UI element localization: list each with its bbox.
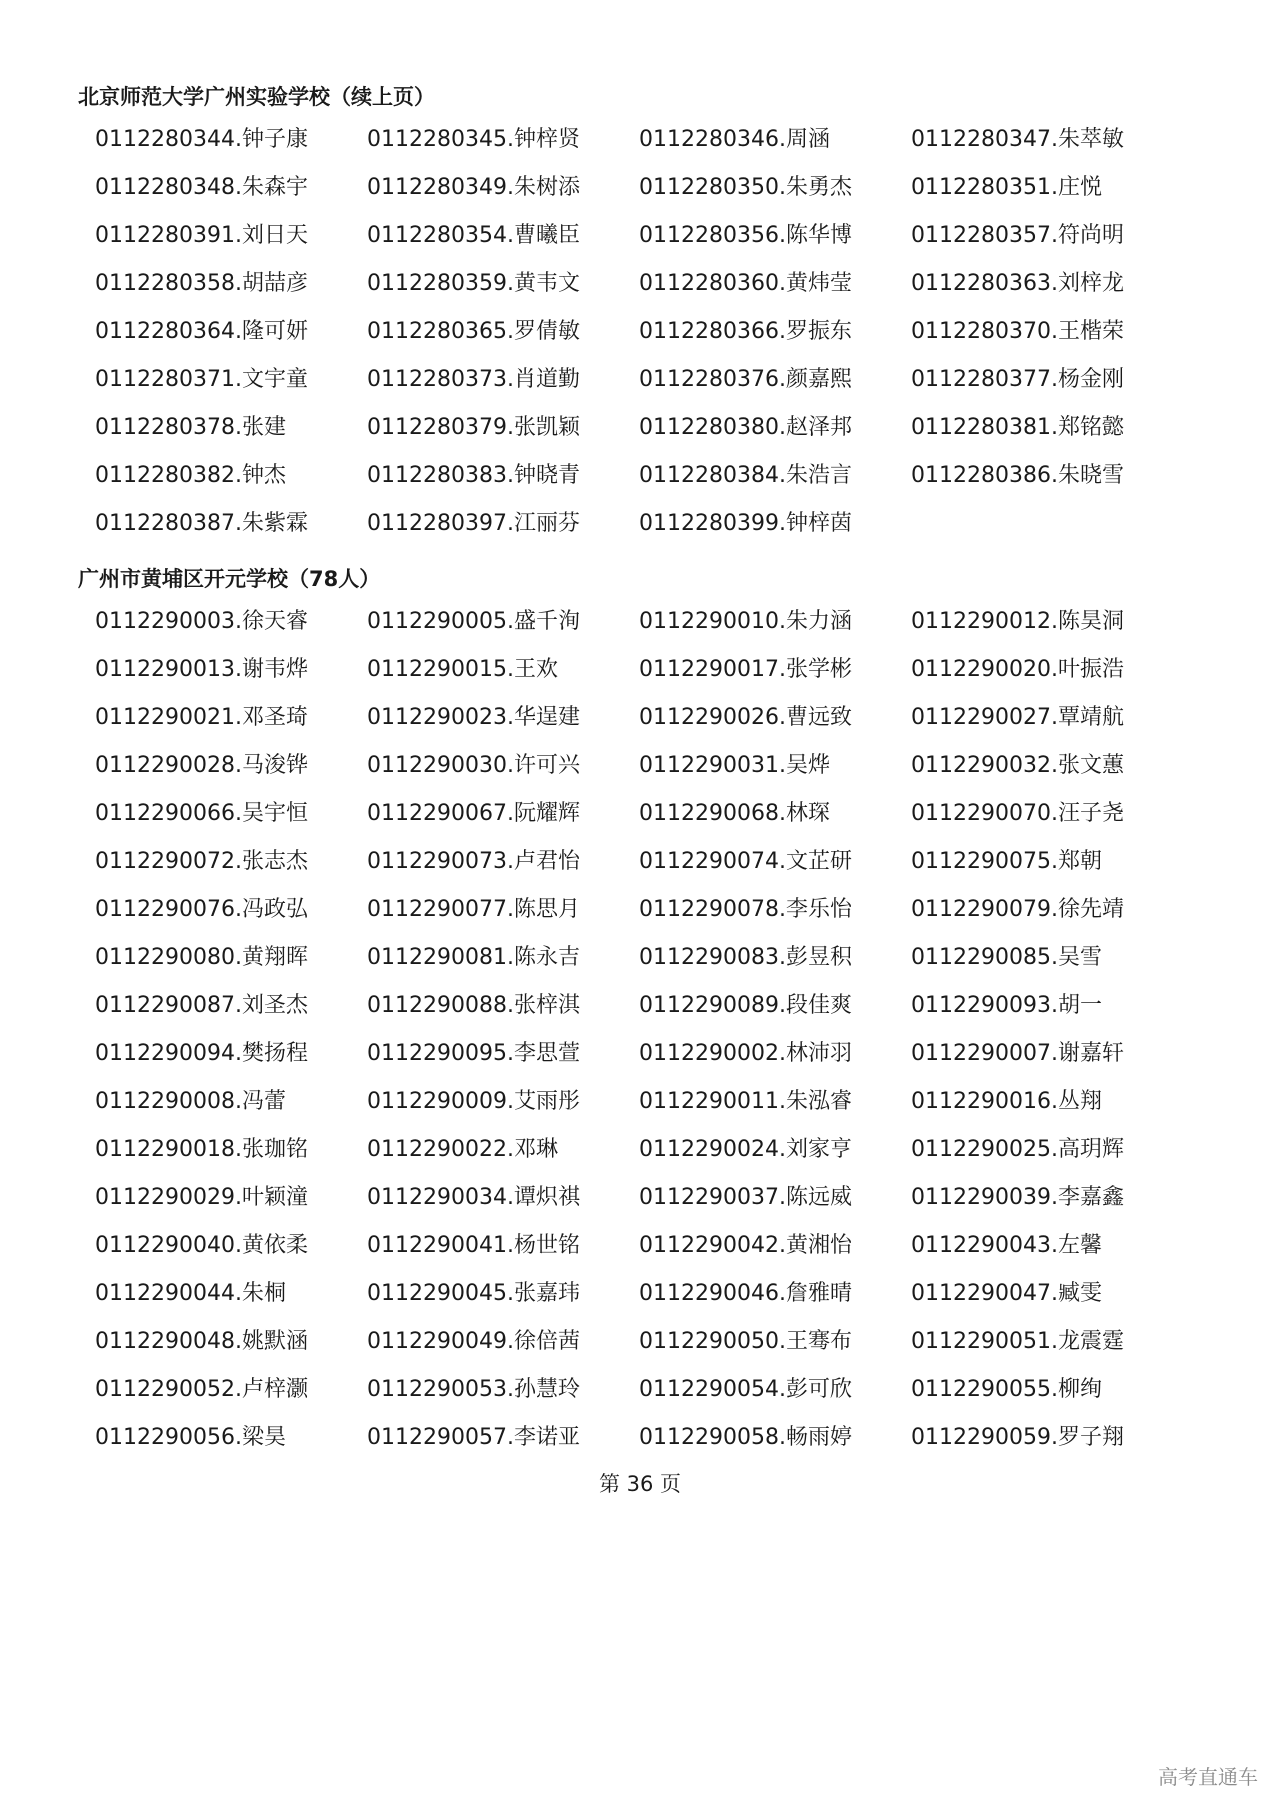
student-entry: 0112290085.吴雪 [911, 945, 1102, 970]
section-title-kaiyuan-school: 广州市黄埔区开元学校（78人） [78, 567, 381, 591]
student-entry: 0112280384.朱浩言 [639, 463, 852, 488]
student-entry: 0112290031.吴烨 [639, 753, 830, 778]
student-entry: 0112280399.钟梓茵 [639, 511, 852, 536]
student-entry: 0112290045.张嘉玮 [367, 1281, 580, 1306]
student-list-kaiyuan-school [95, 598, 1205, 1462]
student-entry: 0112290081.陈永吉 [367, 945, 580, 970]
student-entry: 0112280386.朱晓雪 [911, 463, 1124, 488]
section-title-bnu-guangzhou: 北京师范大学广州实验学校（续上页） [78, 85, 435, 109]
student-entry: 0112280378.张建 [95, 415, 286, 440]
student-entry: 0112290008.冯蕾 [95, 1089, 286, 1114]
student-entry: 0112290070.汪子尧 [911, 801, 1124, 826]
student-entry: 0112290075.郑朝 [911, 849, 1102, 874]
student-entry: 0112290039.李嘉鑫 [911, 1185, 1124, 1210]
student-entry: 0112290074.文芷研 [639, 849, 852, 874]
student-entry: 0112290072.张志杰 [95, 849, 308, 874]
student-entry: 0112280383.钟晓青 [367, 463, 580, 488]
student-entry: 0112290005.盛千洵 [367, 609, 580, 634]
student-entry: 0112290056.梁昊 [95, 1425, 286, 1450]
student-entry: 0112290094.樊扬程 [95, 1041, 308, 1066]
student-entry: 0112290003.徐天睿 [95, 609, 308, 634]
student-entry: 0112290089.段佳爽 [639, 993, 852, 1018]
student-entry: 0112290051.龙震霆 [911, 1329, 1124, 1354]
student-entry: 0112290042.黄湘怡 [639, 1233, 852, 1258]
student-entry: 0112280371.文宇童 [95, 367, 308, 392]
student-entry: 0112290079.徐先靖 [911, 897, 1124, 922]
watermark: 高考直通车 [1158, 1765, 1258, 1789]
student-entry: 0112290028.马浚铧 [95, 753, 308, 778]
student-entry: 0112290046.詹雅晴 [639, 1281, 852, 1306]
student-entry: 0112290050.王骞布 [639, 1329, 852, 1354]
student-list-bnu-guangzhou [95, 116, 1205, 548]
student-entry: 0112290029.叶颖潼 [95, 1185, 308, 1210]
student-entry: 0112290047.臧雯 [911, 1281, 1102, 1306]
student-entry: 0112280358.胡喆彦 [95, 271, 308, 296]
student-entry: 0112290052.卢梓灏 [95, 1377, 308, 1402]
student-entry: 0112280373.肖道勤 [367, 367, 580, 392]
student-entry: 0112290002.林沛羽 [639, 1041, 852, 1066]
student-entry: 0112280347.朱萃敏 [911, 127, 1124, 152]
student-entry: 0112280379.张凯颖 [367, 415, 580, 440]
student-entry: 0112290058.畅雨婷 [639, 1425, 852, 1450]
student-entry: 0112280391.刘日天 [95, 223, 308, 248]
student-entry: 0112290053.孙慧玲 [367, 1377, 580, 1402]
student-entry: 0112290087.刘圣杰 [95, 993, 308, 1018]
student-entry: 0112290024.刘家亨 [639, 1137, 852, 1162]
student-entry: 0112280364.隆可妍 [95, 319, 308, 344]
student-entry: 0112290043.左馨 [911, 1233, 1102, 1258]
student-entry: 0112290068.林琛 [639, 801, 830, 826]
student-entry: 0112280356.陈华博 [639, 223, 852, 248]
student-entry: 0112290077.陈思月 [367, 897, 580, 922]
student-entry: 0112290018.张珈铭 [95, 1137, 308, 1162]
student-entry: 0112290012.陈昊洞 [911, 609, 1124, 634]
student-entry: 0112280397.江丽芬 [367, 511, 580, 536]
student-entry: 0112290022.邓琳 [367, 1137, 558, 1162]
student-entry: 0112290016.丛翔 [911, 1089, 1102, 1114]
student-entry: 0112290017.张学彬 [639, 657, 852, 682]
student-entry: 0112290032.张文蕙 [911, 753, 1124, 778]
student-entry: 0112290034.谭炽祺 [367, 1185, 580, 1210]
student-entry: 0112280366.罗振东 [639, 319, 852, 344]
student-entry: 0112290025.高玥辉 [911, 1137, 1124, 1162]
student-entry: 0112280357.符尚明 [911, 223, 1124, 248]
student-entry: 0112290013.谢韦烨 [95, 657, 308, 682]
student-entry: 0112290044.朱桐 [95, 1281, 286, 1306]
student-entry: 0112290023.华逞建 [367, 705, 580, 730]
student-entry: 0112290021.邓圣琦 [95, 705, 308, 730]
student-entry: 0112280360.黄炜莹 [639, 271, 852, 296]
student-entry: 0112290093.胡一 [911, 993, 1102, 1018]
student-entry: 0112290048.姚默涵 [95, 1329, 308, 1354]
student-entry: 0112280354.曹曦臣 [367, 223, 580, 248]
student-entry: 0112280348.朱森宇 [95, 175, 308, 200]
student-entry: 0112280380.赵泽邦 [639, 415, 852, 440]
student-entry: 0112280344.钟子康 [95, 127, 308, 152]
student-entry: 0112290073.卢君怡 [367, 849, 580, 874]
student-entry: 0112290057.李诺亚 [367, 1425, 580, 1450]
student-entry: 0112290037.陈远威 [639, 1185, 852, 1210]
student-entry: 0112290030.许可兴 [367, 753, 580, 778]
student-entry: 0112290083.彭昱积 [639, 945, 852, 970]
page-number: 第 36 页 [598, 1472, 682, 1496]
student-entry: 0112290055.柳绚 [911, 1377, 1102, 1402]
student-entry: 0112290080.黄翔晖 [95, 945, 308, 970]
student-entry: 0112280377.杨金刚 [911, 367, 1124, 392]
student-entry: 0112280350.朱勇杰 [639, 175, 852, 200]
student-entry: 0112280382.钟杰 [95, 463, 286, 488]
student-entry: 0112290009.艾雨彤 [367, 1089, 580, 1114]
student-entry: 0112290059.罗子翔 [911, 1425, 1124, 1450]
student-entry: 0112280363.刘梓龙 [911, 271, 1124, 296]
student-entry: 0112290040.黄依柔 [95, 1233, 308, 1258]
student-entry: 0112290054.彭可欣 [639, 1377, 852, 1402]
student-entry: 0112290041.杨世铭 [367, 1233, 580, 1258]
student-entry: 0112290011.朱泓睿 [639, 1089, 852, 1114]
student-entry: 0112280387.朱紫霖 [95, 511, 308, 536]
student-entry: 0112290010.朱力涵 [639, 609, 852, 634]
student-entry: 0112290088.张梓淇 [367, 993, 580, 1018]
student-entry: 0112280349.朱树添 [367, 175, 580, 200]
student-entry: 0112290026.曹远致 [639, 705, 852, 730]
student-entry: 0112290078.李乐怡 [639, 897, 852, 922]
student-entry: 0112290007.谢嘉轩 [911, 1041, 1124, 1066]
student-entry: 0112290020.叶振浩 [911, 657, 1124, 682]
student-entry: 0112290049.徐倍茜 [367, 1329, 580, 1354]
student-entry: 0112280376.颜嘉熙 [639, 367, 852, 392]
student-entry: 0112290095.李思萱 [367, 1041, 580, 1066]
student-entry: 0112290067.阮耀辉 [367, 801, 580, 826]
student-entry: 0112290076.冯政弘 [95, 897, 308, 922]
student-entry: 0112280359.黄韦文 [367, 271, 580, 296]
student-entry: 0112290015.王欢 [367, 657, 558, 682]
student-entry: 0112290066.吴宇恒 [95, 801, 308, 826]
student-entry: 0112280346.周涵 [639, 127, 830, 152]
student-entry: 0112280345.钟梓贤 [367, 127, 580, 152]
student-entry: 0112280351.庄悦 [911, 175, 1102, 200]
student-entry: 0112280365.罗倩敏 [367, 319, 580, 344]
student-entry: 0112290027.覃靖航 [911, 705, 1124, 730]
student-entry: 0112280381.郑铭懿 [911, 415, 1124, 440]
student-entry: 0112280370.王楷荣 [911, 319, 1124, 344]
